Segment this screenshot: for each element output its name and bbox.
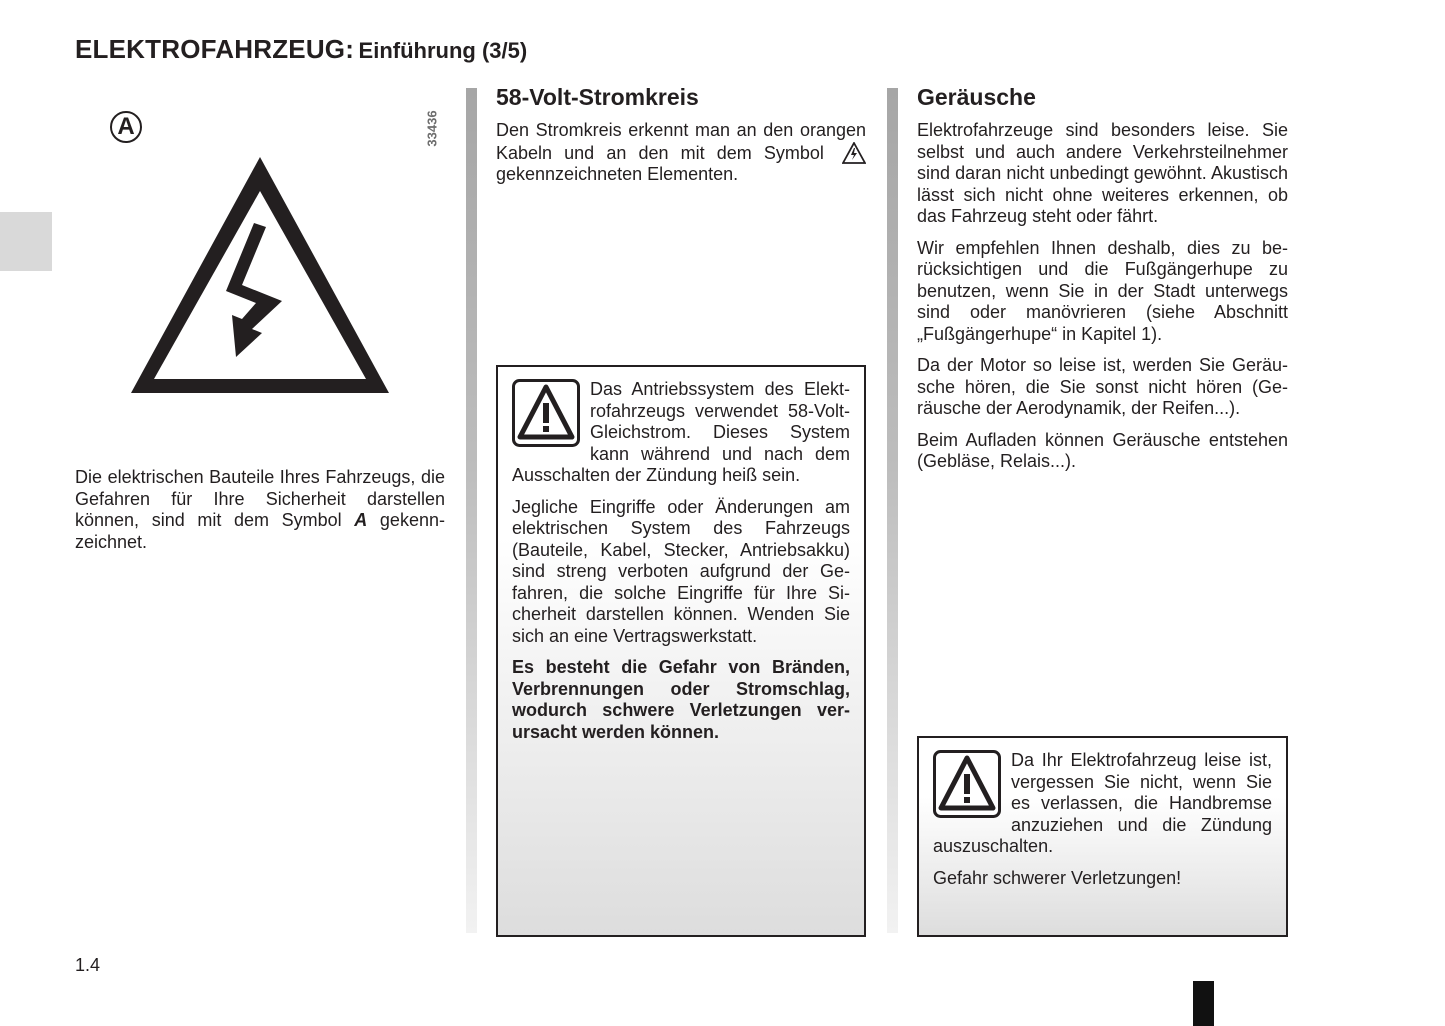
figure-caption <box>75 467 445 553</box>
quiet-warning-paragraph-1: Da Ihr Elektrofahrzeug leise ist, vergessen Sie nicht, wenn Sie es verlassen, die Handbremse anzuziehen und die Zündung auszuschalten. <box>933 750 1272 856</box>
section-heading-geraeusche: Geräusche <box>917 84 1036 110</box>
title-main: ELEKTROFAHRZEUG: <box>75 34 355 64</box>
warning-paragraph-3: Es besteht die Gefahr von Bränden, Verbrennungen oder Stromschlag, wodurch schwere Verletzungen verursacht werden können. <box>512 657 850 742</box>
stromkreis-intro <box>496 120 866 186</box>
warning-triangle-icon <box>933 750 1001 818</box>
page-number: 1.4 <box>75 955 101 975</box>
column-separator-1 <box>466 88 477 933</box>
geraeusche-paragraph-3: Da der Motor so leise ist, werden Sie Geräusche hören, die Sie sonst nicht hören (Geräusche der Aerodynamik, der Reifen...). <box>917 355 1288 418</box>
quiet-warning-paragraph-2: Gefahr schwerer Verletzungen! <box>933 867 1182 888</box>
figure-label-a: A <box>110 111 142 143</box>
warning-paragraph-2: Jegliche Eingriffe oder Änderungen am elektrischen System des Fahrzeugs (Bauteile, Kabel, Stecker, Antriebsakku) sind streng verboten aufgrund der Gefahren, die solche Eingriffe für Ihre Sicherheit darstellen können. Wenden Sie sich an eine Vertragswerkstatt. <box>512 496 850 646</box>
chapter-tab <box>0 212 52 271</box>
geraeusche-paragraph-2: Wir empfehlen Ihnen deshalb, dies zu berücksichtigen und die Fußgängerhupe zu benutzen, wenn Sie in der Stadt unterwegs sind oder manövrieren (siehe Abschnitt „Fußgängerhupe“ in Kapitel 1). <box>917 237 1288 344</box>
warning-box-quiet-vehicle <box>917 736 1288 937</box>
figure-code: 33436 <box>424 110 440 147</box>
intro-text-after: gekennzeichneten Elementen. <box>496 164 739 184</box>
thumb-index-marker <box>1193 981 1214 1026</box>
geraeusche-paragraph-4: Beim Aufladen können Geräusche entstehen (Gebläse, Relais...). <box>917 429 1288 471</box>
high-voltage-warning-icon <box>128 153 392 395</box>
small-high-voltage-icon <box>842 142 866 164</box>
geraeusche-text <box>917 120 1288 483</box>
warning-paragraph-1: Das Antriebssystem des Elektrofahrzeugs verwendet 58-Volt-Gleichstrom. Dieses System kann während und nach dem Ausschalten der Zündung heiß sein. <box>512 379 850 485</box>
section-heading-stromkreis: 58-Volt-Stromkreis <box>496 84 699 110</box>
caption-text-after: gekennzeichnet. <box>75 510 445 552</box>
warning-triangle-icon <box>512 379 580 447</box>
caption-text-before: Die elektrischen Bauteile Ihres Fahrzeugs, die Gefahren für Ihre Sicherheit darstellen können, sind mit dem Symbol <box>75 467 445 530</box>
title-sub: Einführung (3/5) <box>358 38 528 63</box>
geraeusche-paragraph-1: Elektrofahrzeuge sind besonders leise. Sie selbst und auch andere Verkehrsteilnehmer sind daran nicht unbedingt gewöhnt. Akustisch lässt sich nicht ohne weiteres erkennen, ob das Fahrzeug steht oder fährt. <box>917 120 1288 226</box>
warning-box-high-voltage <box>496 365 866 937</box>
column-separator-2 <box>887 88 898 933</box>
caption-symbol: A <box>354 510 368 530</box>
page-title <box>75 34 527 65</box>
intro-text-before: Den Stromkreis erkennt man an den orangen Kabeln und an den mit dem Symbol <box>496 120 866 163</box>
